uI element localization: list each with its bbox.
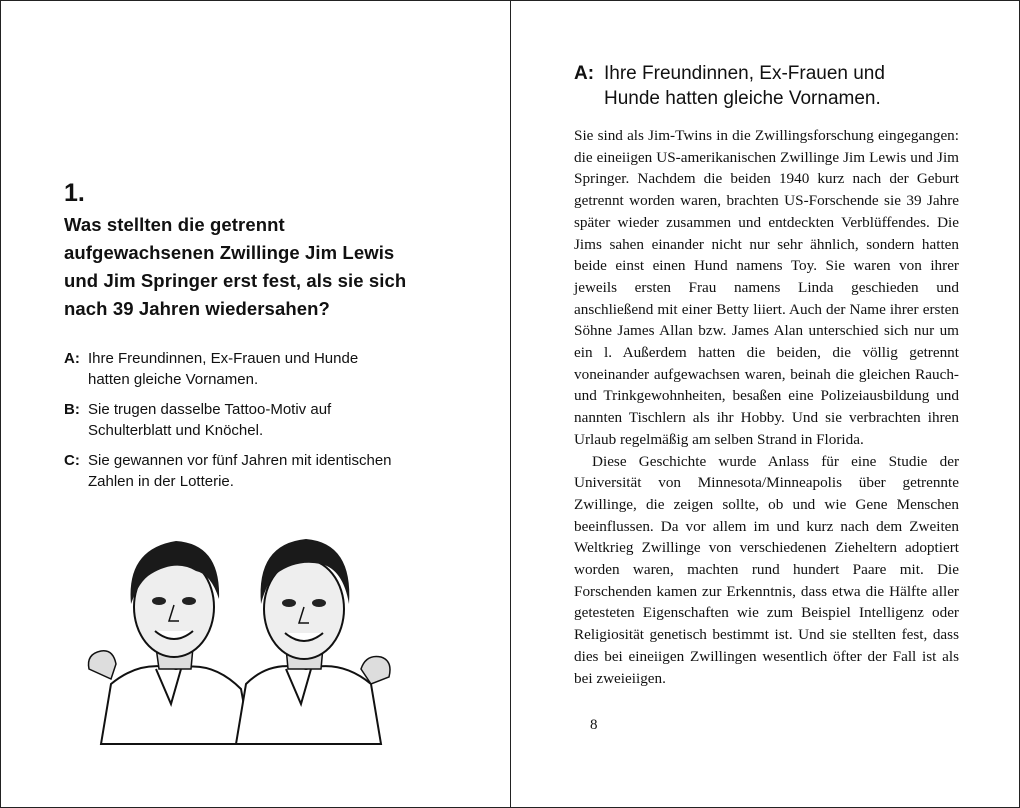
paragraph-1: Sie sind als Jim-Twins in die Zwillingsforschung eingegangen: die eineiigen US-amerikanischen Zwillinge Jim Lewis und Jim Springer. Nachdem die beiden 1940 kurz nach der Geburt getrennt worden waren, brachten US-Forschende sie 39 Jahre später wieder zusammen und entdeckten Verblüffendes. Die Jims sahen einander nicht nur sehr ähnlich, sondern hatten beide einst einen Hund namens Toy. Sie waren von ihrer jeweils ersten Frau namens Linda geschieden und anschließend mit einer Betty liiert. Auch der Name ihrer ersten Söhne James Allan bzw. James Alan unterschied sich nur um ein l. Außerdem hatten die beiden, die völlig getrennt voneinander aufgewachsen waren, beinah die gleichen Rauch- und Trinkgewohnheiten, besaßen eine Polizeiausbildung und nannten Tischlern als ihr Hobby. Und sie verbrachten ihren Urlaub regelmäßig am selben Strand in Florida. <box>574 127 959 448</box>
right-twin-figure <box>236 539 390 744</box>
option-b-text: Sie trugen dasselbe Tattoo-Motiv auf Schulterblatt und Knöchel. <box>88 401 332 439</box>
paragraph-2: Diese Geschichte wurde Anlass für eine Studie der Universität von Minnesota/Minneapolis über getrennte Zwillinge, die zeigen sollte, ob und wie Gene Menschen beeinflussen. Da vor allem im und kurz nach dem Zweiten Weltkrieg Zwillinge von verschiedenen Zieheltern adoptiert worden waren, machten rund hundert Paare mit. Die Forschenden kamen zur Erkenntnis, dass etwa die Hälfte aller getesteten Eigenschaften wie zum Beispiel Intelligenz oder Religiosität genetisch bestimmt ist. Und sie stellten fest, dass dies bei eineiigen Zwillingen wesentlich öfter der Fall ist als bei zweieiigen. <box>574 452 959 687</box>
answer-line-2: Hunde hatten gleiche Vornamen. <box>604 88 881 109</box>
option-a-letter: A: <box>64 350 80 367</box>
option-b-letter: B: <box>64 401 80 418</box>
page-number: 8 <box>590 717 598 733</box>
option-a <box>64 348 394 390</box>
answer-letter: A: <box>574 63 595 84</box>
twin-brothers-illustration <box>81 519 401 749</box>
answer-options <box>64 348 394 501</box>
left-page <box>1 1 511 807</box>
question-text: Was stellten die getrennt aufgewachsenen Zwillinge Jim Lewis und Jim Springer erst fest, als sie sich nach 39 Jahren wiedersahen? <box>64 214 407 319</box>
question-number: 1. <box>64 179 85 207</box>
explanation-text <box>574 125 959 689</box>
option-b <box>64 399 394 441</box>
left-twin-figure <box>89 541 252 744</box>
option-c-text: Sie gewannen vor fünf Jahren mit identischen Zahlen in der Lotterie. <box>88 452 392 490</box>
option-a-text: Ihre Freundinnen, Ex-Frauen und Hunde hatten gleiche Vornamen. <box>88 350 359 388</box>
option-c-letter: C: <box>64 452 80 469</box>
answer-line-1: Ihre Freundinnen, Ex-Frauen und <box>604 63 885 84</box>
option-c <box>64 450 394 492</box>
